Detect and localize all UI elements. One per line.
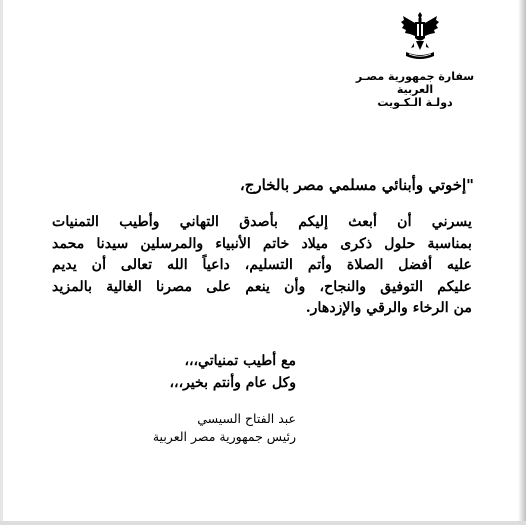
- letter-body-line: بمناسبة حلول ذكرى ميلاد خاتم الأنبياء والمرسلين سيدنا محمد: [52, 235, 472, 252]
- signatory-title: رئيس جمهورية مصر العربية: [152, 429, 296, 444]
- page-right-edge-shadow: [518, 0, 526, 525]
- embassy-header: [340, 70, 490, 109]
- letter-body-line: عليكم التوفيق والنجاح، وأن ينعم على مصرنا الغالية بالمزيد: [52, 278, 472, 295]
- embassy-name: سفارة جمهورية مصـر العربية: [355, 70, 475, 96]
- signature-block: [153, 410, 296, 446]
- closing-wishes: مع أطيب تمنياتي،،،: [184, 353, 296, 369]
- eagle-of-saladin-emblem-icon: [400, 10, 440, 62]
- closing-greeting: وكل عام وأنتم بخير،،،: [169, 375, 296, 391]
- page-left-edge: [0, 0, 3, 525]
- embassy-country: دولـة الـكـويت: [377, 96, 453, 109]
- letter-body: [52, 212, 472, 320]
- letter-closing: [170, 350, 296, 394]
- letter-body-line: من الرخاء والرقي والإزدهار.: [305, 300, 472, 316]
- letter-body-line: عليه أفضل الصلاة وأتم التسليم، داعياً الله تعالى أن يديم: [52, 257, 472, 273]
- page-bottom-edge: [0, 521, 526, 525]
- letter-salutation: "إخوتي وأبنائي مسلمي مصر بالخارج،: [239, 176, 474, 194]
- letter-body-line: يسرني أن أبعث إليكم بأصدق التهاني وأطيب التمنيات: [52, 214, 472, 230]
- signatory-name: عبد الفتاح السيسي: [197, 411, 296, 426]
